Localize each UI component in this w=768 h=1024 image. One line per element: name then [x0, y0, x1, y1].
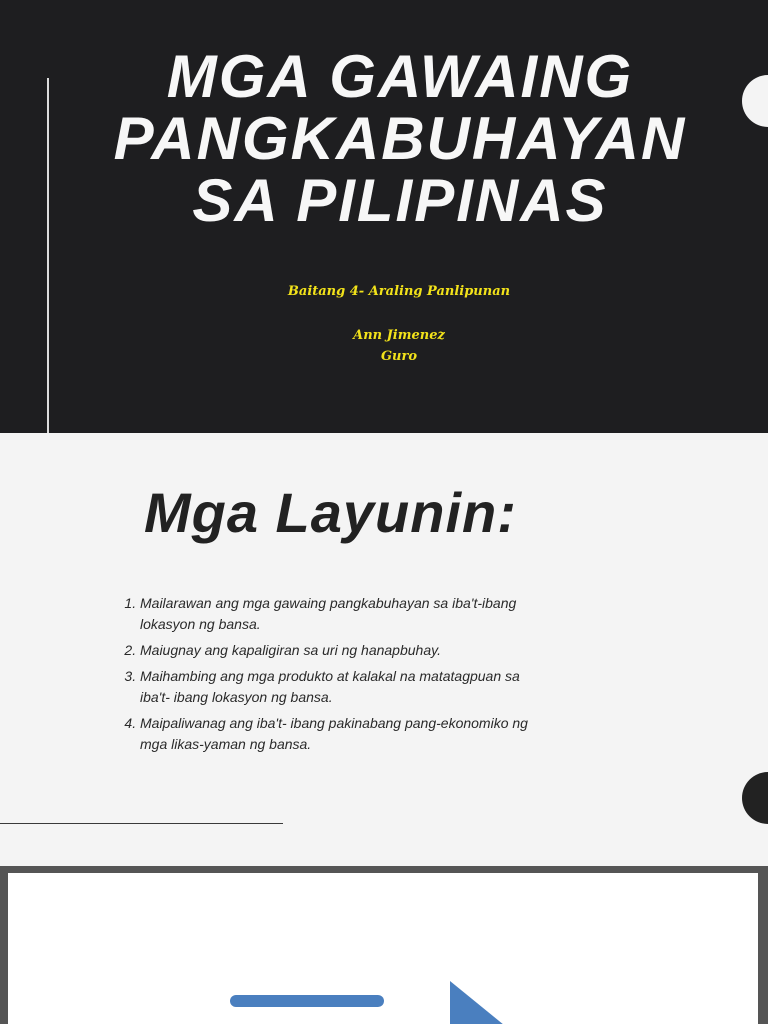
arrow-shaft-shape [230, 995, 384, 1007]
decorative-circle [742, 772, 768, 824]
objectives-slide [0, 433, 768, 866]
objective-item: 2. Maiugnay ang kapaligiran sa uri ng hanapbuhay. [140, 640, 540, 661]
author-role: Guro [380, 349, 418, 364]
objective-item: 1. Mailarawan ang mga gawaing pangkabuhayan sa iba't-ibang lokasyon ng bansa. [140, 593, 540, 635]
slide-title [40, 43, 760, 234]
title-line-3: SA PILIPINAS [192, 167, 608, 234]
title-line-1: MGA GAWAING [166, 43, 634, 110]
horizontal-divider [0, 823, 283, 824]
author-name: Ann Jimenez [353, 328, 445, 343]
diagram-slide [0, 866, 768, 1024]
objectives-heading: Mga Layunin: [144, 481, 517, 544]
objectives-list [118, 593, 540, 760]
objective-item: 3. Maihambing ang mga produkto at kalakal na matatagpuan sa iba't- ibang lokasyon ng bansa. [140, 666, 540, 708]
objective-item: 4. Maipaliwanag ang iba't- ibang pakinabang pang-ekonomiko ng mga likas-yaman ng bansa. [140, 713, 540, 755]
slide-canvas [8, 873, 758, 1024]
title-slide [0, 0, 768, 433]
slide-subtitle: Baitang 4- Araling Panlipunan [287, 284, 511, 299]
title-line-2: PANGKABUHAYAN [113, 105, 687, 172]
arrow-head-shape [450, 981, 504, 1024]
